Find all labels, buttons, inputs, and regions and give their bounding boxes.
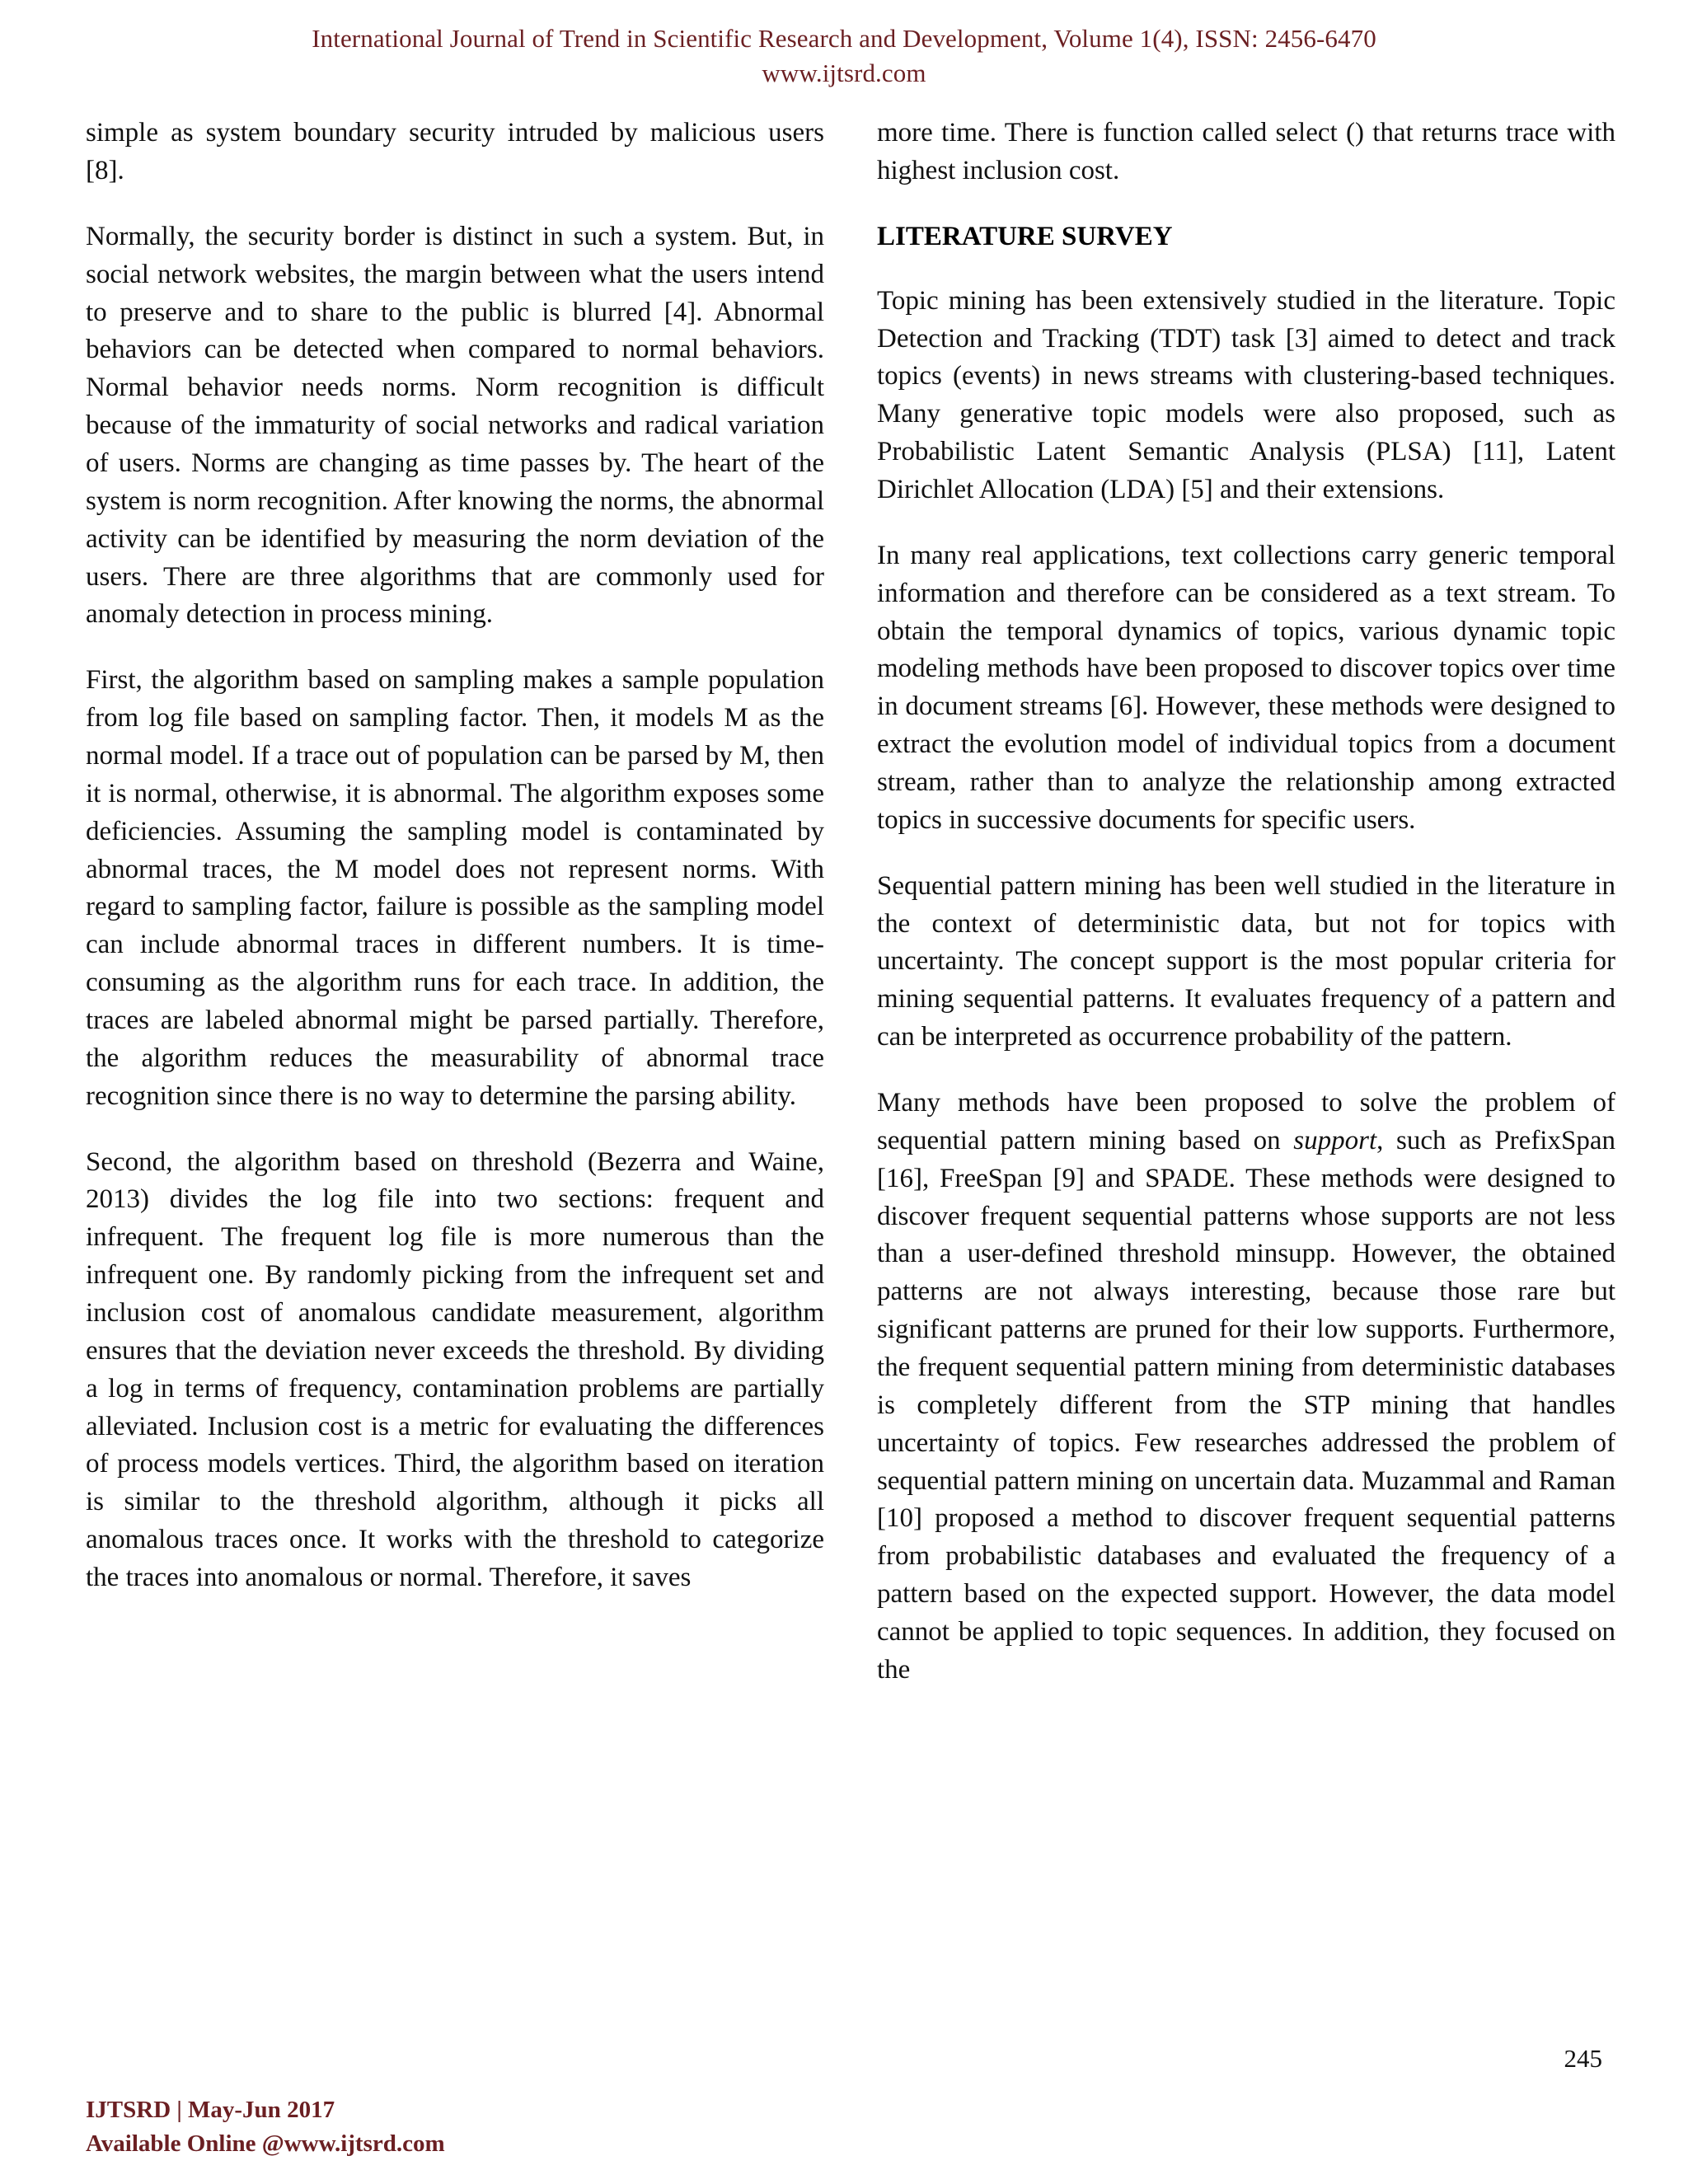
paragraph: more time. There is function called select () that returns trace with highest inclusion cost.	[877, 118, 1615, 185]
paragraph-text-part2: , such as PrefixSpan [16], FreeSpan [9] and SPADE. These methods were designed to discover frequent sequential patterns whose supports are not less than a user-defined threshold minsupp. However, the obtained patterns are not always interesting, because those rare but significant patterns are pruned for their low supports. Furthermore, the frequent sequential pattern mining from deterministic databases is completely different from the STP mining that handles uncertainty of topics. Few researches addressed the problem of sequential pattern mining on uncertain data. Muzammal and Raman [10] proposed a method to discover frequent sequential patterns from probabilistic databases and evaluated the frequency of a pattern based on the expected support. However, the data model cannot be applied to topic sequences. In addition, they focused on the	[877, 1125, 1615, 1685]
paragraph: simple as system boundary security intruded by malicious users [8].	[86, 118, 824, 185]
running-head	[86, 21, 1602, 90]
paragraph-text-part1: Many methods have been proposed to solve the problem of sequential pattern mining based on	[877, 1087, 1615, 1155]
right-column	[877, 115, 1615, 1690]
paragraph: In many real applications, text collections carry generic temporal information and therefore can be considered as a text stream. To obtain the temporal dynamics of topics, various dynamic topic modeling methods have been proposed to discover topics over time in document streams [6]. However, these methods were designed to extract the evolution model of individual topics from a document stream, rather than to analyze the relationship among extracted topics in successive documents for specific users.	[877, 540, 1615, 835]
paragraph: Normally, the security border is distinct in such a system. But, in social network websites, the margin between what the users intend to preserve and to share to the public is blurred [4]. Abnormal behaviors can be detected when compared to normal behaviors. Normal behavior needs norms. Norm recognition is difficult because of the immaturity of social networks and radical variation of users. Norms are changing as time passes by. The heart of the system is norm recognition. After knowing the norms, the abnormal activity can be identified by measuring the norm deviation of the users. There are three algorithms that are commonly used for anomaly detection in process mining.	[86, 221, 824, 630]
paragraph: Second, the algorithm based on threshold (Bezerra and Waine, 2013) divides the log file into two sections: frequent and infrequent. The frequent log file is more numerous than the infrequent one. By randomly picking from the infrequent set and inclusion cost of anomalous candidate measurement, algorithm ensures that the deviation never exceeds the threshold. By dividing a log in terms of frequency, contamination problems are partially alleviated. Inclusion cost is a metric for evaluating the differences of process models vertices. Third, the algorithm based on iteration is similar to the threshold algorithm, although it picks all anomalous traces once. It works with the threshold to categorize the traces into anomalous or normal. Therefore, it saves	[86, 1146, 824, 1592]
paragraph-with-italic-term	[877, 1085, 1615, 1690]
paragraph: First, the algorithm based on sampling makes a sample population from log file based on sampling factor. Then, it models M as the normal model. If a trace out of population can be parsed by M, then it is normal, otherwise, it is abnormal. The algorithm exposes some deficiencies. Assuming the sampling model is contaminated by abnormal traces, the M model does not represent norms. With regard to sampling factor, failure is possible as the sampling model can include abnormal traces in different numbers. It is time-consuming as the algorithm runs for each trace. In addition, the traces are labeled abnormal might be parsed partially. Therefore, the algorithm reduces the measurability of abnormal trace recognition since there is no way to determine the parsing ability.	[86, 665, 824, 1111]
two-column-body	[86, 115, 1615, 1690]
paragraph: Topic mining has been extensively studied in the literature. Topic Detection and Tracking (TDT) task [3] aimed to detect and track topics (events) in news streams with clustering-based techniques. Many generative topic models were also proposed, such as Probabilistic Latent Semantic Analysis (PLSA) [11], Latent Dirichlet Allocation (LDA) [5] and their extensions.	[877, 285, 1615, 504]
running-head-journal-line: International Journal of Trend in Scientific Research and Development, Volume 1(4), ISSN: 2456-6470	[312, 24, 1376, 53]
footer-availability-line: Available Online @www.ijtsrd.com	[86, 2130, 445, 2157]
section-heading-literature-survey: LITERATURE SURVEY	[877, 221, 1173, 251]
page-number: 245	[1564, 2044, 1602, 2073]
left-column	[86, 115, 824, 1690]
page-footer	[86, 2093, 445, 2160]
running-head-website-line: www.ijtsrd.com	[762, 58, 926, 87]
paragraph: Sequential pattern mining has been well studied in the literature in the context of deterministic data, but not for topics with uncertainty. The concept support is the most popular criteria for mining sequential patterns. It evaluates frequency of a pattern and can be interpreted as occurrence probability of the pattern.	[877, 870, 1615, 1052]
footer-issue-line: IJTSRD | May-Jun 2017	[86, 2097, 335, 2123]
italic-term-support: support	[1293, 1125, 1377, 1155]
